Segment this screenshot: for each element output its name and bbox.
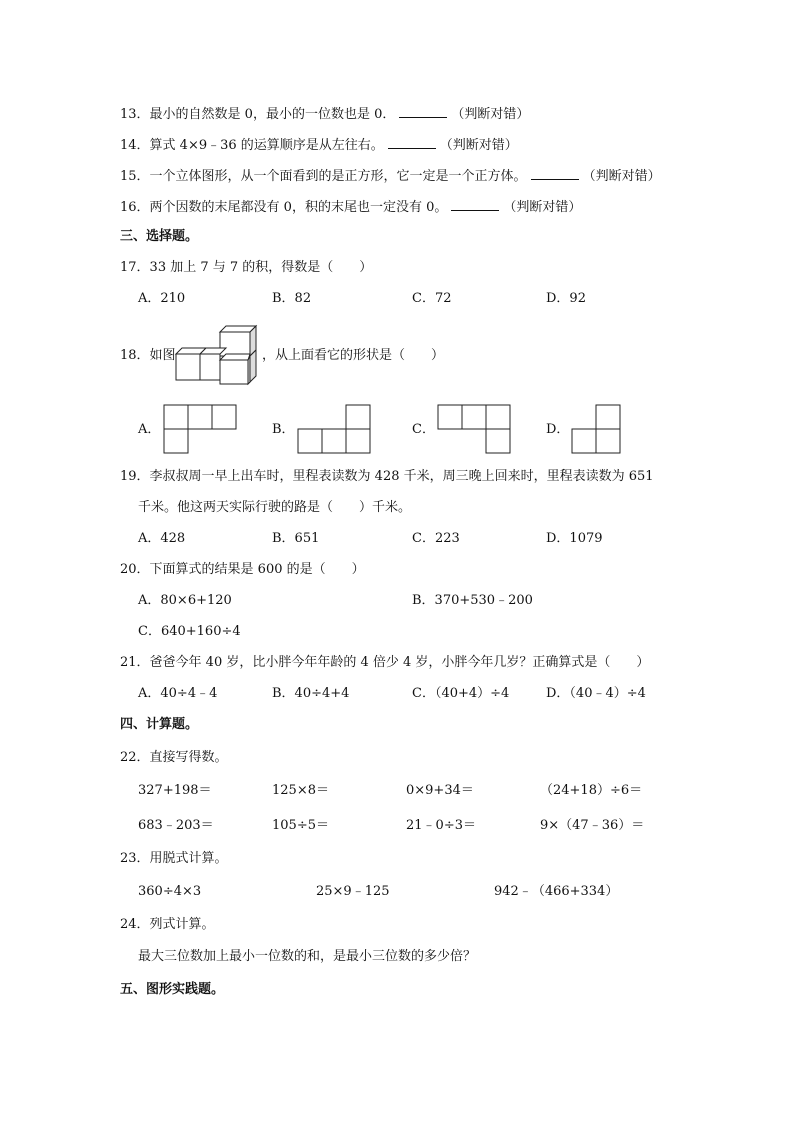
calc-item: 942﹣（466+334） — [494, 884, 619, 899]
question-14: 14．算式 4×9﹣36 的运算顺序是从左往右。 （判断对错） — [120, 138, 518, 153]
calc-item: 9×（47﹣36）＝ — [540, 818, 645, 833]
shape-a-figure[interactable] — [164, 405, 238, 453]
option-c[interactable]: C．640+160÷4 — [138, 624, 241, 639]
section-heading-choice: 三、选择题。 — [120, 229, 199, 244]
question-24-text: 最大三位数加上最小一位数的和，是最小三位数的多少倍？ — [138, 949, 477, 964]
question-13: 13．最小的自然数是 0，最小的一位数也是 0． （判断对错） — [120, 107, 530, 122]
question-18-suffix: ，从上面看它的形状是（ ） — [262, 348, 445, 363]
section-heading-shapes: 五、图形实践题。 — [120, 982, 225, 997]
question-19-line1: 19．李叔叔周一早上出车时，里程表读数为 428 千米，周三晚上回来时，里程表读数为 651 — [120, 469, 654, 484]
answer-blank[interactable] — [451, 198, 499, 211]
option-d[interactable]: D． — [546, 422, 570, 437]
option-a[interactable]: A．428 — [138, 531, 186, 546]
option-c[interactable]: C． — [412, 422, 435, 437]
calc-item: 21﹣0÷3＝ — [406, 818, 476, 833]
calc-item: 25×9﹣125 — [316, 884, 390, 899]
option-d[interactable]: D．92 — [546, 291, 586, 306]
calc-item: （24+18）÷6＝ — [540, 783, 643, 798]
question-24: 24．列式计算。 — [120, 917, 215, 932]
section-heading-calc: 四、计算题。 — [120, 717, 199, 732]
question-18-prefix: 18．如图 — [120, 348, 176, 363]
question-19-line2: 千米。他这两天实际行驶的路是（ ）千米。 — [138, 500, 412, 515]
option-a[interactable]: A． — [138, 422, 161, 437]
question-17: 17．33 加上 7 与 7 的积，得数是（ ） — [120, 260, 373, 275]
question-20: 20．下面算式的结果是 600 的是（ ） — [120, 562, 365, 577]
option-c[interactable]: C．72 — [412, 291, 452, 306]
answer-blank[interactable] — [399, 105, 447, 118]
option-b[interactable]: B．651 — [272, 531, 320, 546]
option-b[interactable]: B．82 — [272, 291, 312, 306]
option-a[interactable]: A．80×6+120 — [138, 593, 232, 608]
option-a[interactable]: A．210 — [138, 291, 186, 306]
option-d[interactable]: D．1079 — [546, 531, 603, 546]
option-b[interactable]: B． — [272, 422, 295, 437]
answer-blank[interactable] — [531, 167, 579, 180]
calc-item: 125×8＝ — [272, 783, 329, 798]
question-15: 15．一个立体图形，从一个面看到的是正方形，它一定是一个正方体。 （判断对错） — [120, 169, 661, 184]
option-a[interactable]: A．40÷4﹣4 — [138, 686, 218, 701]
calc-item: 105÷5＝ — [272, 818, 329, 833]
question-21: 21．爸爸今年 40 岁，比小胖今年年龄的 4 倍少 4 岁，小胖今年几岁？正确算式是（ ） — [120, 655, 650, 670]
calc-item: 327+198＝ — [138, 783, 212, 798]
answer-blank[interactable] — [388, 136, 436, 149]
calc-item: 360÷4×3 — [138, 884, 202, 899]
cube-stack-figure — [176, 324, 262, 386]
option-d[interactable]: D．（40﹣4）÷4 — [546, 686, 646, 701]
shape-c-figure[interactable] — [438, 405, 512, 453]
question-16: 16．两个因数的末尾都没有 0，积的末尾也一定没有 0。 （判断对错） — [120, 200, 582, 215]
calc-item: 0×9+34＝ — [406, 783, 474, 798]
question-22: 22．直接写得数。 — [120, 750, 228, 765]
option-b[interactable]: B．40÷4+4 — [272, 686, 350, 701]
option-c[interactable]: C．223 — [412, 531, 460, 546]
shape-b-figure[interactable] — [298, 405, 372, 453]
shape-d-figure[interactable] — [572, 405, 622, 453]
option-b[interactable]: B．370+530﹣200 — [412, 593, 533, 608]
calc-item: 683﹣203＝ — [138, 818, 214, 833]
question-23: 23．用脱式计算。 — [120, 851, 228, 866]
option-c[interactable]: C．（40+4）÷4 — [412, 686, 510, 701]
